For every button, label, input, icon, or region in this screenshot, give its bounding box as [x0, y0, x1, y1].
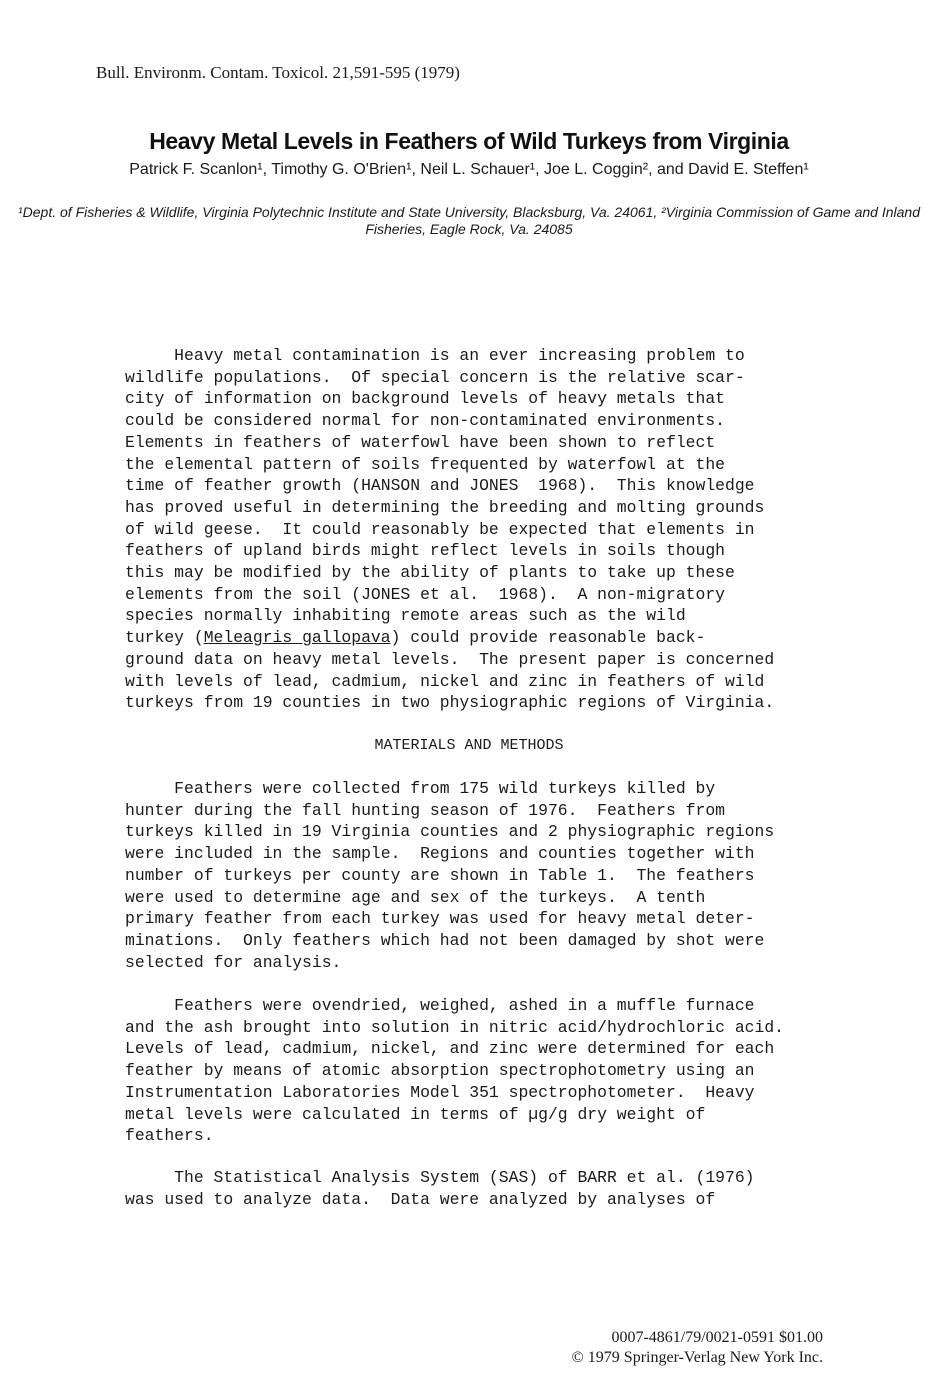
article-title: Heavy Metal Levels in Feathers of Wild Turkeys from Virginia	[149, 128, 789, 154]
authors-text: Patrick F. Scanlon¹, Timothy G. O'Brien¹, Neil L. Schauer¹, Joe L. Coggin², and David E. Steffen¹	[129, 161, 809, 178]
author-list	[0, 160, 938, 179]
journal-reference: Bull. Environm. Contam. Toxicol. 21,591-595 (1979)	[96, 63, 460, 82]
intro-text-before-species: Heavy metal contamination is an ever increasing problem to wildlife populations. Of special concern is the relative scar- city of information on background levels of heavy metals that could be considered normal for non-contaminated environments. Elements in feathers of waterfowl have been shown to reflect the elemental pattern of soils frequented by waterfowl at the time of feather growth (HANSON and JONES 1968). This knowledge has proved useful in determining the breeding and molting grounds of wild geese. It could reasonably be expected that elements in feathers of upland birds might reflect levels in soils though this may be modified by the ability of plants to take up these elements from the soil (JONES et al. 1968). A non-migratory species normally inhabiting remote areas such as the wild turkey (	[125, 346, 765, 648]
affiliations-text: ¹Dept. of Fisheries & Wildlife, Virginia Polytechnic Institute and State University, Blacksburg, Va. 24061, ²Virginia Commission of Game and Inland Fisheries, Eagle Rock, Va. 24085	[17, 204, 920, 237]
section-heading-methods: MATERIALS AND METHODS	[374, 737, 564, 754]
footer	[572, 1328, 823, 1368]
footer-copyright: © 1979 Springer-Verlag New York Inc.	[571, 1349, 823, 1366]
affiliations	[0, 204, 938, 238]
footer-code: 0007-4861/79/0021-0591 $01.00	[611, 1329, 823, 1346]
species-name: Meleagris gallopava	[203, 628, 391, 648]
methods-paragraph-3: The Statistical Analysis System (SAS) of BARR et al. (1976) was used to analyze data. Data were analyzed by analyses of	[125, 1168, 755, 1209]
methods-paragraph-1: Feathers were collected from 175 wild turkeys killed by hunter during the fall hunting season of 1976. Feathers from turkeys killed in 19 Virginia counties and 2 physiographic regions were included in the sample. Regions and counties together with number of turkeys per county are shown in Table 1. The feathers were used to determine age and sex of the turkeys. A tenth primary feather from each turkey was used for heavy metal deter- minations. Only feathers which had not been damaged by shot were selected for analysis.	[125, 779, 775, 972]
intro-text-after-species: ) could provide reasonable back- ground data on heavy metal levels. The present paper is concerned with levels of lead, cadmium, nickel and zinc in feathers of wild turkeys from 19 counties in two physiographic regions of Virginia.	[125, 628, 775, 713]
intro-paragraph	[125, 345, 865, 714]
methods-paragraph-2: Feathers were ovendried, weighed, ashed in a muffle furnace and the ash brought into solution in nitric acid/hydrochloric acid. Levels of lead, cadmium, nickel, and zinc were determined for each feather by means of atomic absorption spectrophotometry using an Instrumentation Laboratories Model 351 spectrophotometer. Heavy metal levels were calculated in terms of µg/g dry weight of feathers.	[125, 996, 785, 1146]
